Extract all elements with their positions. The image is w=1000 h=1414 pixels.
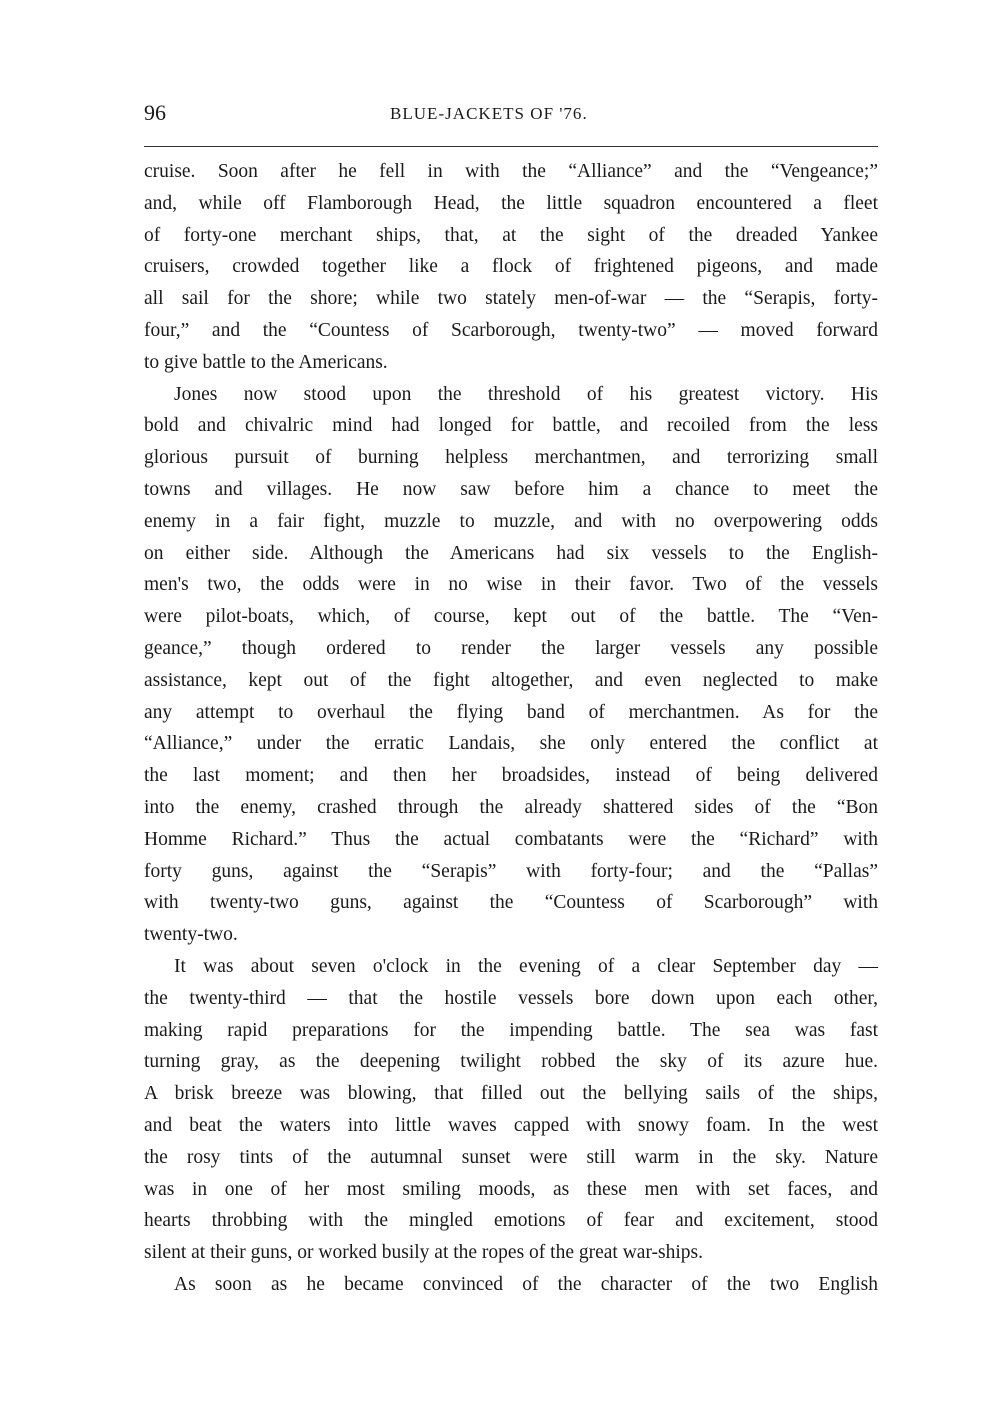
text-line: to give battle to the Americans. (144, 351, 388, 373)
running-title: BLUE-JACKETS OF '76. (390, 104, 588, 123)
text-line: making rapid preparations for the impending battle. The sea was fast (144, 1019, 878, 1041)
text-line: was in one of her most smiling moods, as these men with set faces, and (144, 1178, 878, 1200)
text-line: the twenty-third — that the hostile vessels bore down upon each other, (144, 987, 878, 1009)
text-line: cruisers, crowded together like a flock of frightened pigeons, and made (144, 256, 878, 278)
page-number: 96 (144, 100, 166, 125)
text-line: forty guns, against the “Serapis” with forty-four; and the “Pallas” (144, 860, 878, 882)
text-line: turning gray, as the deepening twilight robbed the sky of its azure hue. (144, 1051, 878, 1073)
text-line: silent at their guns, or worked busily at the ropes of the great war-ships. (144, 1242, 704, 1264)
text-line: bold and chivalric mind had longed for battle, and recoiled from the less (144, 415, 878, 437)
header-rule (144, 146, 878, 147)
text-line: were pilot-boats, which, of course, kept out of the battle. The “Ven- (144, 606, 878, 628)
text-line: Jones now stood upon the threshold of his greatest victory. His (174, 383, 878, 405)
text-line: assistance, kept out of the fight altogether, and even neglected to make (144, 669, 878, 691)
text-line: “Alliance,” under the erratic Landais, she only entered the conflict at (144, 733, 878, 755)
paragraph-1 (144, 156, 878, 379)
text-line: four,” and the “Countess of Scarborough, twenty-two” — moved forward (144, 319, 878, 341)
text-line: A brisk breeze was blowing, that filled out the bellying sails of the ships, (144, 1083, 878, 1105)
text-line: into the enemy, crashed through the already shattered sides of the “Bon (144, 796, 878, 818)
text-line: As soon as he became convinced of the character of the two English (174, 1273, 878, 1295)
text-line: all sail for the shore; while two stately men-of-war — the “Serapis, forty- (144, 288, 878, 310)
text-line: towns and villages. He now saw before him a chance to meet the (144, 478, 878, 500)
text-line: any attempt to overhaul the flying band of merchantmen. As for the (144, 701, 878, 723)
paragraph-4 (144, 1269, 878, 1301)
body-text (144, 156, 878, 1301)
text-line: and beat the waters into little waves capped with snowy foam. In the west (144, 1114, 878, 1136)
text-line: the last moment; and then her broadsides, instead of being delivered (144, 765, 878, 787)
text-line: and, while off Flamborough Head, the little squadron encountered a fleet (144, 192, 878, 214)
text-line: enemy in a fair fight, muzzle to muzzle, and with no overpowering odds (144, 510, 878, 532)
paragraph-3 (144, 951, 878, 1269)
text-line: the rosy tints of the autumnal sunset were still warm in the sky. Nature (144, 1146, 878, 1168)
text-line: geance,” though ordered to render the larger vessels any possible (144, 637, 878, 659)
text-line: of forty-one merchant ships, that, at the sight of the dreaded Yankee (144, 224, 878, 246)
text-line: glorious pursuit of burning helpless merchantmen, and terrorizing small (144, 447, 878, 469)
text-line: It was about seven o'clock in the evening of a clear September day — (174, 955, 878, 977)
text-line: Homme Richard.” Thus the actual combatants were the “Richard” with (144, 828, 878, 850)
text-line: twenty-two. (144, 924, 238, 946)
text-line: hearts throbbing with the mingled emotions of fear and excitement, stood (144, 1210, 878, 1232)
paragraph-2 (144, 379, 878, 951)
text-line: on either side. Although the Americans had six vessels to the English- (144, 542, 878, 564)
text-line: men's two, the odds were in no wise in their favor. Two of the vessels (144, 574, 878, 596)
text-line: with twenty-two guns, against the “Countess of Scarborough” with (144, 892, 878, 914)
text-line: cruise. Soon after he fell in with the “Alliance” and the “Vengeance;” (144, 161, 878, 182)
